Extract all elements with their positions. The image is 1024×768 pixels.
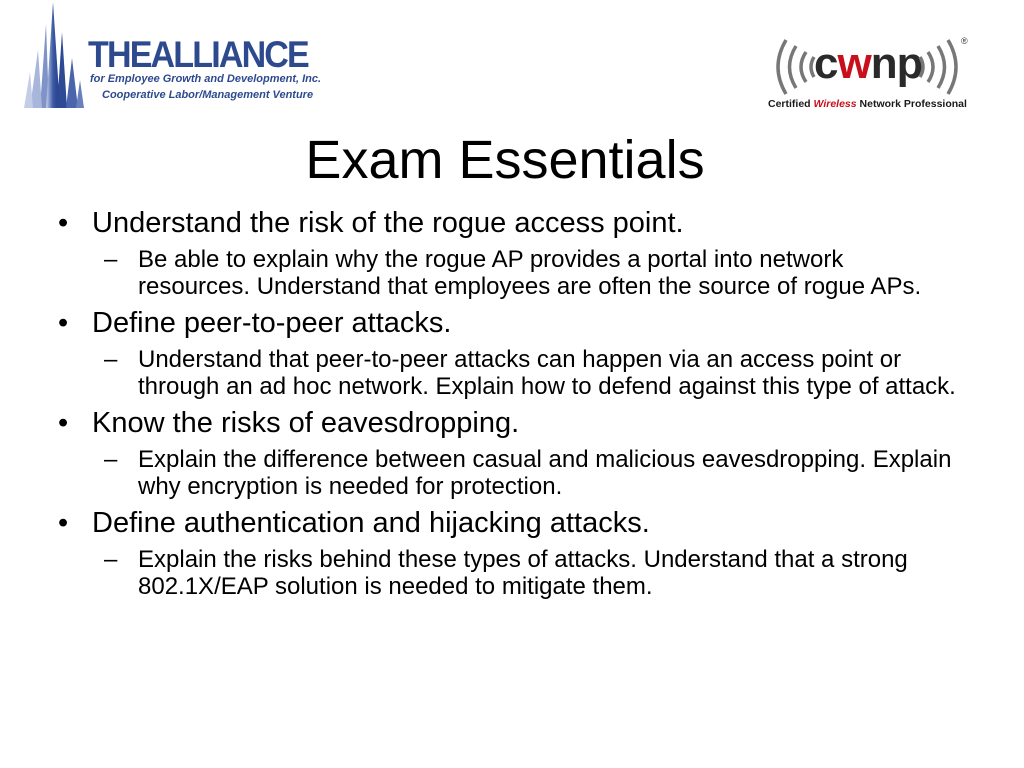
- cwnp-w: w: [837, 39, 871, 88]
- alliance-subtagline: Cooperative Labor/Management Venture: [102, 89, 314, 101]
- cwnp-logo: [760, 34, 975, 114]
- sub-bullet-text: Understand that peer-to-peer attacks can happen via an access point or through an ad hoc network. Explain how to defend against this type of attack.: [138, 346, 956, 400]
- bullet-icon: •: [58, 307, 69, 339]
- alliance-name: THEALLIANCE: [88, 34, 308, 75]
- cwnp-tag-pre: Certified: [768, 98, 814, 110]
- cwnp-wordmark: [814, 39, 923, 88]
- cwnp-tag-wireless: Wireless: [813, 98, 857, 110]
- wave-left-icon: [766, 34, 816, 100]
- dash-icon: –: [104, 346, 118, 373]
- slide-title: Exam Essentials: [305, 130, 705, 190]
- bullet-text: Understand the risk of the rogue access point.: [92, 207, 684, 239]
- sub-bullet-text: Explain the difference between casual and malicious eavesdropping. Explain why encryption is needed for protection.: [138, 446, 952, 500]
- bullet-list: [58, 206, 958, 606]
- cwnp-tag-post: Network Professional: [856, 98, 967, 110]
- bullet-item: [58, 406, 958, 440]
- sub-bullet-item: [58, 446, 958, 500]
- sub-bullet-item: [58, 346, 958, 400]
- cwnp-tagline: [768, 98, 967, 110]
- sub-bullet-item: [58, 246, 958, 300]
- sub-bullet-item: [58, 546, 958, 600]
- registered-mark: ®: [961, 36, 968, 46]
- bullet-icon: •: [58, 507, 69, 539]
- cwnp-c: c: [814, 39, 838, 88]
- bullet-icon: •: [58, 407, 69, 439]
- bullet-text: Define authentication and hijacking attacks.: [92, 507, 650, 539]
- alliance-tower-icon: [22, 2, 84, 108]
- bullet-item: [58, 306, 958, 340]
- alliance-tagline: for Employee Growth and Development, Inc.: [90, 73, 322, 85]
- bullet-item: [58, 506, 958, 540]
- dash-icon: –: [104, 246, 118, 273]
- cwnp-np: np: [870, 39, 923, 88]
- bullet-text: Define peer-to-peer attacks.: [92, 307, 452, 339]
- bullet-text: Know the risks of eavesdropping.: [92, 407, 520, 439]
- dash-icon: –: [104, 546, 118, 573]
- sub-bullet-text: Be able to explain why the rogue AP provides a portal into network resources. Understand that employees are often the source of rogue APs.: [138, 246, 922, 300]
- bullet-item: [58, 206, 958, 240]
- dash-icon: –: [104, 446, 118, 473]
- alliance-logo: [22, 2, 322, 110]
- sub-bullet-text: Explain the risks behind these types of attacks. Understand that a strong 802.1X/EAP solution is needed to mitigate them.: [138, 546, 908, 600]
- bullet-icon: •: [58, 207, 69, 239]
